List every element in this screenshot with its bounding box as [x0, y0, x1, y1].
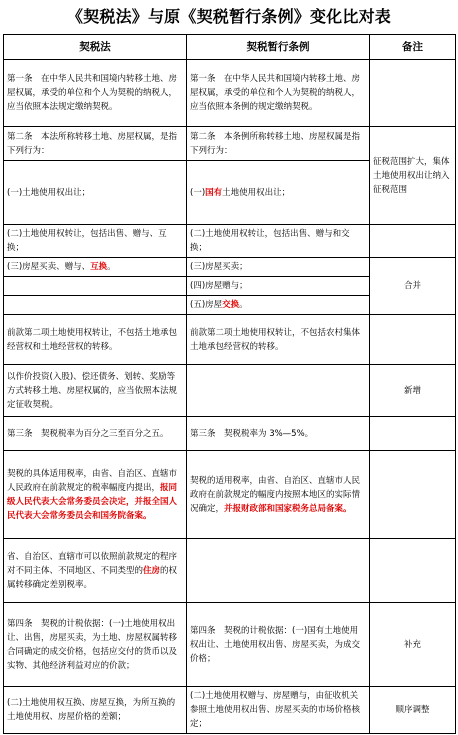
old-cell	[187, 365, 370, 417]
page-title: 《契税法》与原《契税暂行条例》变化比对表	[66, 7, 391, 26]
old-cell: 前款第二项土地使用权转让，不包括农村集体土地承包经营权的转移。	[187, 315, 370, 365]
highlighted-change: 互换	[90, 262, 108, 272]
old-cell	[187, 161, 370, 225]
law-cell	[4, 539, 187, 603]
table-row	[4, 417, 456, 451]
law-cell	[4, 258, 187, 277]
highlighted-change: 国有	[205, 187, 223, 198]
highlighted-change: 报同级人民代表大会常务委员会决定，并报全国人民代表大会常务委员会和国务院备案。	[7, 482, 178, 521]
law-cell: 第二条 本法所称转移土地、房屋权属，是指下列行为：	[4, 127, 187, 161]
law-text-pre: 省、自治区、直辖市可以依照前款规定的程序对不同主体、不同地区、不同类型的	[7, 551, 178, 576]
law-cell: 以作价投资(入股)、偿还债务、划转、奖励等方式转移土地、房屋权属的，应当依照本法规定征收契税。	[4, 365, 187, 417]
table-row	[4, 687, 456, 734]
old-cell	[187, 539, 370, 603]
law-text-pre: (三)房屋买卖、赠与、	[7, 262, 91, 272]
old-cell: (三)房屋买卖；	[187, 258, 370, 277]
table-row	[4, 258, 456, 277]
old-text-post: 土地使用权出让；	[222, 187, 291, 198]
note-cell	[370, 417, 456, 451]
table-header-row	[4, 35, 456, 60]
comparison-table	[3, 34, 456, 734]
table-row	[4, 315, 456, 365]
highlighted-change: 住房	[143, 565, 161, 576]
law-cell: (一)土地使用权出让；	[4, 161, 187, 225]
header-remarks: 备注	[370, 35, 456, 60]
note-cell: 补充	[370, 603, 456, 687]
table-row	[4, 60, 456, 127]
table-row	[4, 365, 456, 417]
law-cell	[4, 451, 187, 539]
old-text-pre: 契税的适用税率，由省、自治区、直辖市人民政府在前款规定的幅度内按照本地区的实际情况确定，	[190, 475, 361, 514]
old-cell: 第二条 本条例所称转移土地、房屋权属是指下列行为：	[187, 127, 370, 161]
note-cell	[370, 315, 456, 365]
law-cell: 第一条 在中华人民共和国境内转移土地、房屋权属，承受的单位和个人为契税的纳税人，应当依照本法规定缴纳契税。	[4, 60, 187, 127]
old-cell: 第一条 在中华人民共和国境内转移土地、房屋权属，承受的单位和个人为契税的纳税人，应当依照本条例的规定缴纳契税。	[187, 60, 370, 127]
note-cell	[370, 225, 456, 258]
law-cell: (二)土地使用权互换、房屋互换，为所互换的土地使用权、房屋价格的差额；	[4, 687, 187, 734]
old-cell: (四)房屋赠与；	[187, 277, 370, 296]
header-interim-regulations: 契税暂行条例	[187, 35, 370, 60]
highlighted-change: 交换	[222, 300, 240, 310]
note-cell	[370, 451, 456, 539]
old-text-pre: (五)房屋	[190, 300, 223, 310]
table-row	[4, 127, 456, 161]
old-text-pre: (一)	[190, 187, 206, 198]
note-cell	[370, 60, 456, 127]
note-cell: 合并	[370, 258, 456, 315]
header-tax-law: 契税法	[4, 35, 187, 60]
old-cell: (二)土地使用权赠与、房屋赠与，由征收机关参照土地使用权出售、房屋买卖的市场价格核定；	[187, 687, 370, 734]
law-cell: (二)土地使用权转让，包括出售、赠与、互换；	[4, 225, 187, 258]
old-cell	[187, 296, 370, 315]
note-cell: 新增	[370, 365, 456, 417]
law-text-pre: 契税的具体适用税率，由省、自治区、直辖市人民政府在前款规定的税率幅度内提出，	[7, 468, 178, 493]
table-row	[4, 603, 456, 687]
old-cell: 第四条 契税的计税依据：(一)国有土地使用权出让、土地使用权出售、房屋买卖，为成交价格；	[187, 603, 370, 687]
note-cell: 顺序调整	[370, 687, 456, 734]
law-cell	[4, 277, 187, 296]
old-cell: 第三条 契税税率为 3%—5%。	[187, 417, 370, 451]
law-text-post: 的权属转移确定差别税率。	[7, 565, 178, 590]
table-row	[4, 225, 456, 258]
law-cell	[4, 296, 187, 315]
law-cell: 第四条 契税的计税依据：(一)土地使用权出让、出售，房屋买卖，为土地、房屋权属转移合同确定的成交价格，包括应交付的货币以及实物、其他经济利益对应的价款；	[4, 603, 187, 687]
law-cell: 第三条 契税税率为百分之三至百分之五。	[4, 417, 187, 451]
note-cell: 征税范围扩大，集体土地使用权出让纳入征税范围	[370, 127, 456, 225]
note-cell	[370, 539, 456, 603]
table-row	[4, 451, 456, 539]
old-cell: (二)土地使用权转让，包括出售、赠与和交换；	[187, 225, 370, 258]
highlighted-change: 并报财政部和国家税务总局备案。	[224, 503, 352, 514]
table-row	[4, 539, 456, 603]
law-cell: 前款第二项土地使用权转让，不包括土地承包经营权和土地经营权的转移。	[4, 315, 187, 365]
old-text-post: 。	[239, 300, 248, 310]
old-cell	[187, 451, 370, 539]
law-text-post: 。	[107, 262, 116, 272]
